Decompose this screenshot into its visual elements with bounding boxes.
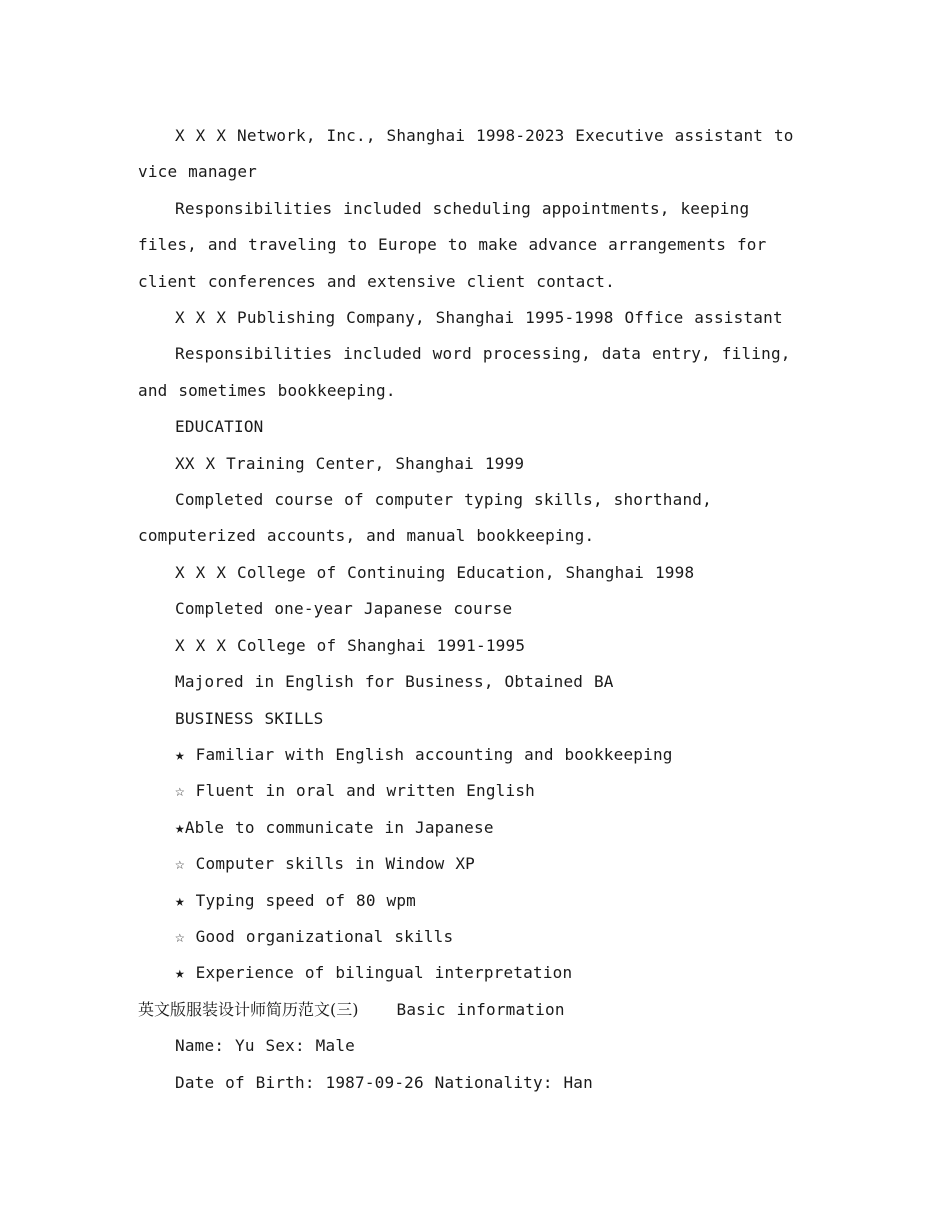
- skill-item: ★ Experience of bilingual interpretation: [175, 963, 573, 983]
- skill-item: ☆ Good organizational skills: [175, 926, 454, 946]
- education-entry-2-detail: Completed one-year Japanese course: [175, 599, 513, 619]
- work-entry-1-responsibilities: Responsibilities included scheduling appointments, keeping files, and traveling to Europe to make advance arrangements for client conferences and extensive client contact.: [138, 198, 767, 291]
- section-title: 英文版服装设计师简历范文(三): [138, 999, 359, 1019]
- work-entry-2-responsibilities: Responsibilities included word processing, data entry, filing, and sometimes bookkeeping.: [138, 344, 791, 400]
- document-body: [138, 118, 802, 1101]
- skill-item: ★ Typing speed of 80 wpm: [175, 890, 416, 910]
- section-subtitle: Basic information: [396, 999, 565, 1019]
- work-entry-1: X X X Network, Inc., Shanghai 1998-2023 Executive assistant to vice manager: [138, 126, 794, 182]
- education-entry-1-detail: Completed course of computer typing skills, shorthand, computerized accounts, and manual bookkeeping.: [138, 490, 712, 546]
- business-skills-heading: BUSINESS SKILLS: [175, 708, 324, 728]
- info-line: Date of Birth: 1987-09-26 Nationality: Han: [175, 1072, 593, 1092]
- education-entry-1: XX X Training Center, Shanghai 1999: [175, 453, 525, 473]
- skill-item: ☆ Computer skills in Window XP: [175, 854, 475, 874]
- education-heading: EDUCATION: [175, 417, 264, 437]
- education-entry-2: X X X College of Continuing Education, Shanghai 1998: [175, 562, 695, 582]
- work-entry-2: X X X Publishing Company, Shanghai 1995-1998 Office assistant: [175, 308, 783, 328]
- skill-item: ☆ Fluent in oral and written English: [175, 781, 535, 801]
- skill-item: ★ Familiar with English accounting and bookkeeping: [175, 744, 673, 764]
- skill-item: ★Able to communicate in Japanese: [175, 817, 494, 837]
- info-line: Name: Yu Sex: Male: [175, 1036, 355, 1056]
- section-heading-line: [138, 992, 802, 1028]
- education-entry-3-detail: Majored in English for Business, Obtained BA: [175, 672, 614, 692]
- education-entry-3: X X X College of Shanghai 1991-1995: [175, 635, 526, 655]
